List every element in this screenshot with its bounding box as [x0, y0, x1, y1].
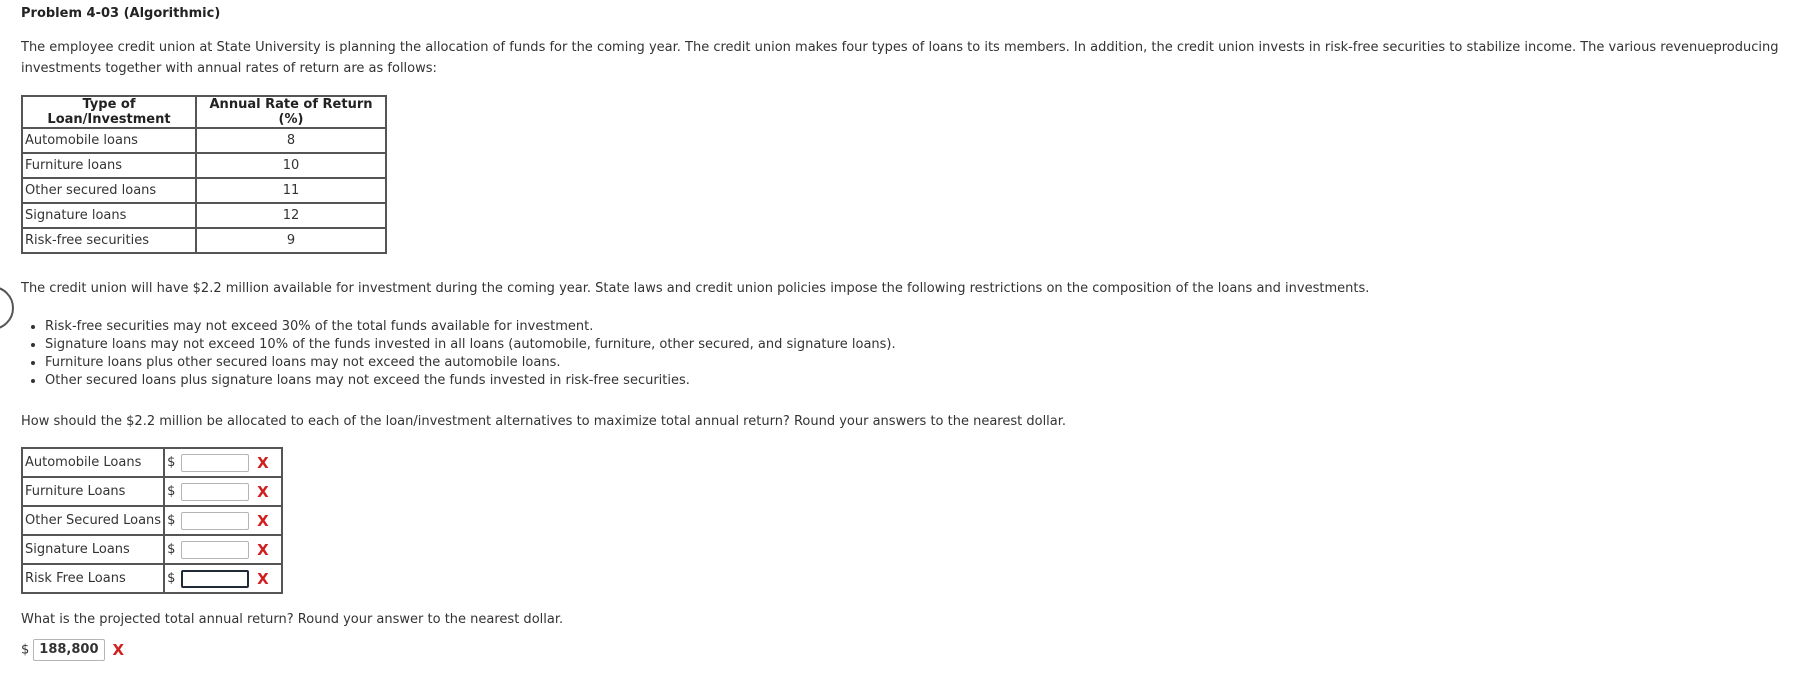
rate-type-cell: Other secured loans [22, 178, 196, 203]
rates-table-header [22, 96, 386, 128]
restrictions-list [21, 318, 1796, 390]
answers-table [21, 447, 283, 594]
risk-free-loans-input[interactable] [181, 570, 249, 588]
table-row [22, 477, 282, 506]
rate-value-cell: 8 [196, 128, 386, 153]
incorrect-mark-icon: X [257, 482, 269, 501]
allocation-question: How should the $2.2 million be allocated to each of the loan/investment alternatives to maximize total annual return? Round your answers to the nearest dollar. [21, 414, 1067, 429]
rate-type-cell: Signature loans [22, 203, 196, 228]
table-row [22, 203, 386, 228]
rate-value-cell: 11 [196, 178, 386, 203]
table-row [22, 506, 282, 535]
list-item: • Other secured loans plus signature loans may not exceed the funds invested in risk-free securities. [45, 372, 1796, 390]
answer-input-cell [164, 448, 282, 477]
incorrect-mark-icon: X [257, 453, 269, 472]
signature-loans-input[interactable] [181, 541, 249, 559]
list-item: • Furniture loans plus other secured loans may not exceed the automobile loans. [45, 354, 1796, 372]
currency-symbol: $ [167, 513, 176, 528]
problem-page [21, 6, 1796, 663]
currency-symbol: $ [167, 484, 176, 499]
rate-value-cell: 10 [196, 153, 386, 178]
incorrect-mark-icon: X [112, 641, 125, 659]
automobile-loans-input[interactable] [181, 454, 249, 472]
total-return-input[interactable]: 188,800 [33, 639, 104, 661]
table-row [22, 178, 386, 203]
table-row [22, 153, 386, 178]
answer-input-cell [164, 477, 282, 506]
rate-type-cell: Automobile loans [22, 128, 196, 153]
rate-type-cell: Risk-free securities [22, 228, 196, 253]
list-item: • Risk-free securities may not exceed 30% of the total funds available for investment. [45, 318, 1796, 336]
restrictions-intro: The credit union will have $2.2 million available for investment during the coming year. State laws and credit union policies impose the following restrictions on the composition of the loans and investments. [21, 281, 1370, 296]
answer-input-cell [164, 564, 282, 593]
problem-intro: The employee credit union at State University is planning the allocation of funds for the coming year. The credit union makes four types of loans to its members. In addition, the credit union invests in risk-free securities to stabilize income. The various revenueproducing investments together with annual rates of return are as follows: [21, 40, 1779, 76]
table-row [22, 535, 282, 564]
answer-input-cell [164, 506, 282, 535]
answer-label: Furniture Loans [22, 477, 164, 506]
table-row [22, 228, 386, 253]
currency-symbol: $ [21, 642, 30, 658]
table-row [22, 128, 386, 153]
table-row [22, 448, 282, 477]
incorrect-mark-icon: X [257, 511, 269, 530]
side-circle-decoration [0, 286, 14, 330]
incorrect-mark-icon: X [257, 540, 269, 559]
rates-header-rate: Annual Rate of Return (%) [196, 96, 386, 128]
answer-label: Other Secured Loans [22, 506, 164, 535]
currency-symbol: $ [167, 571, 176, 586]
rates-table [21, 95, 387, 254]
answer-label: Signature Loans [22, 535, 164, 564]
currency-symbol: $ [167, 542, 176, 557]
rates-header-type: Type of Loan/Investment [22, 96, 196, 128]
incorrect-mark-icon: X [257, 569, 269, 588]
answer-input-cell [164, 535, 282, 564]
answer-label: Risk Free Loans [22, 564, 164, 593]
total-return-row [21, 638, 1796, 663]
rate-type-cell: Furniture loans [22, 153, 196, 178]
total-return-question: What is the projected total annual return? Round your answer to the nearest dollar. [21, 612, 564, 627]
currency-symbol: $ [167, 455, 176, 470]
problem-title: Problem 4-03 (Algorithmic) [21, 6, 221, 21]
rate-value-cell: 12 [196, 203, 386, 228]
other-secured-loans-input[interactable] [181, 512, 249, 530]
answer-label: Automobile Loans [22, 448, 164, 477]
table-row [22, 564, 282, 593]
list-item: • Signature loans may not exceed 10% of the funds invested in all loans (automobile, furniture, other secured, and signature loans). [45, 336, 1796, 354]
rate-value-cell: 9 [196, 228, 386, 253]
furniture-loans-input[interactable] [181, 483, 249, 501]
